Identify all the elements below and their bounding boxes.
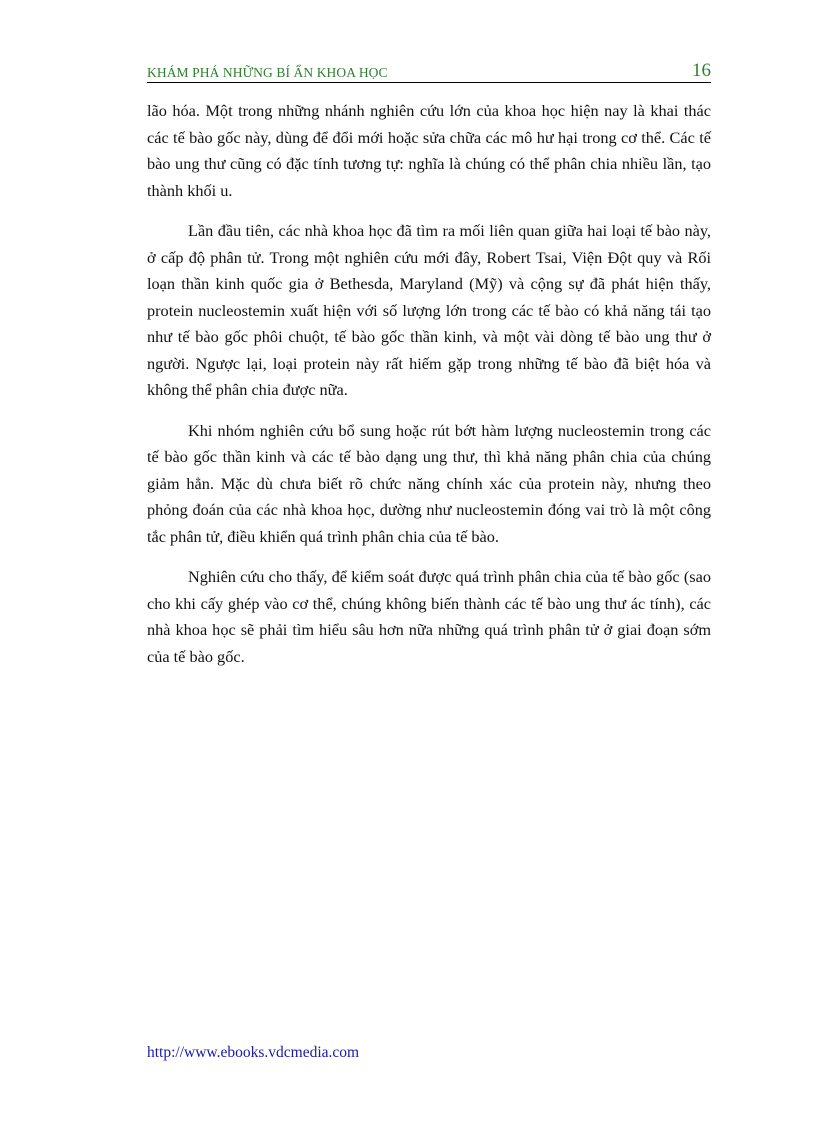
header-title: KHÁM PHÁ NHỮNG BÍ ẨN KHOA HỌC bbox=[147, 65, 388, 80]
page-header bbox=[147, 62, 711, 83]
footer-link[interactable]: http://www.ebooks.vdcmedia.com bbox=[147, 1044, 360, 1061]
paragraph: Lần đầu tiên, các nhà khoa học đã tìm ra mối liên quan giữa hai loại tế bào này, ở cấp độ phân tử. Trong một nghiên cứu mới đây, Robert Tsai, Viện Đột quy và Rối loạn thần kinh quốc gia ở Bethesda, Maryland (Mỹ) và cộng sự đã phát hiện thấy, protein nucleostemin xuất hiện với số lượng lớn trong các tế bào có khả năng tái tạo như tế bào gốc phôi chuột, tế bào gốc thần kinh, và một vài dòng tế bào ung thư ở người. Ngược lại, loại protein này rất hiếm gặp trong những tế bào đã biệt hóa và không thể phân chia được nữa. bbox=[147, 221, 711, 399]
page-number: 16 bbox=[692, 60, 711, 81]
paragraph: Khi nhóm nghiên cứu bổ sung hoặc rút bớt hàm lượng nucleostemin trong các tế bào gốc thần kinh và các tế bào dạng ung thư, thì khả năng phân chia của chúng giảm hẳn. Mặc dù chưa biết rõ chức năng chính xác của protein này, nhưng theo phỏng đoán của các nhà khoa học, dường như nucleostemin đóng vai trò là một công tắc phân tử, điều khiển quá trình phân chia của tế bào. bbox=[147, 420, 711, 546]
paragraph: lão hóa. Một trong những nhánh nghiên cứu lớn của khoa học hiện nay là khai thác các tế bào gốc này, dùng để đổi mới hoặc sửa chữa các mô hư hại trong cơ thể. Các tế bào ung thư cũng có đặc tính tương tự: nghĩa là chúng có thể phân chia nhiều lần, tạo thành khối u. bbox=[147, 101, 711, 200]
paragraph: Nghiên cứu cho thấy, để kiểm soát được quá trình phân chia của tế bào gốc (sao cho khi cấy ghép vào cơ thể, chúng không biến thành các tế bào ung thư ác tính), các nhà khoa học sẽ phải tìm hiểu sâu hơn nữa những quá trình phân tử ở giai đoạn sớm của tế bào gốc. bbox=[147, 567, 711, 666]
page-body bbox=[147, 98, 711, 684]
